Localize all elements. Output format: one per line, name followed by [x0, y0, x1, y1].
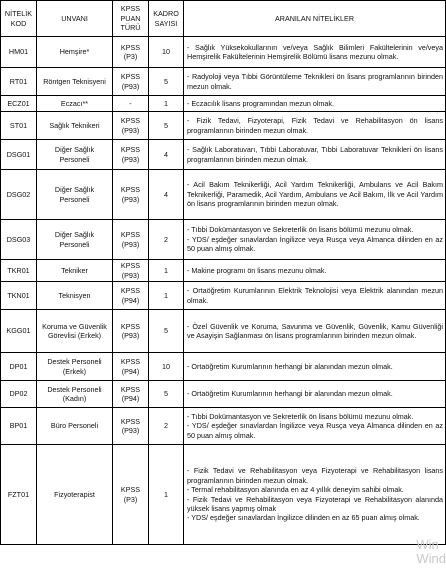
requirement-line: - Sağlık Yüksekokullarının ve/veya Sağlık Bilimleri Fakültelerinin ve/veya Hemşirelik Fakültelerinin Hemşirelik Bölümü lisans mezunu olmak.: [187, 42, 443, 61]
kpss-puan-turu: KPSS (P93): [113, 260, 149, 282]
kpss-puan-turu: KPSS (P93): [113, 112, 149, 140]
nitelik-kod: DSG02: [1, 170, 37, 220]
unvan: Fizyoterapist: [37, 445, 113, 545]
aranilan-nitelikler: [184, 96, 446, 112]
aranilan-nitelikler: [184, 220, 446, 260]
aranilan-nitelikler: [184, 445, 446, 545]
kadro-sayisi: 5: [149, 112, 184, 140]
nitelik-kod: DP02: [1, 381, 37, 408]
nitelik-kod: BP01: [1, 408, 37, 445]
windows-activation-watermark: Win Wind: [416, 537, 446, 566]
table-row: [1, 96, 446, 112]
kadro-sayisi: 4: [149, 170, 184, 220]
table-row: [1, 220, 446, 260]
table-row: [1, 282, 446, 310]
requirement-line: - Fizik Tedavi ve Rehabilitasyon veya Fizyoterapi ve Rehabilitasyon lisans programlarının birinden mezun olmak.: [187, 466, 443, 485]
aranilan-nitelikler: [184, 282, 446, 310]
table-row: [1, 381, 446, 408]
requirement-line: - Fizik Tedavi, Fizyoterapi, Fizik Tedavi ve Rehabilitasyon ön lisans programlarının birinden mezun olmak.: [187, 116, 443, 135]
aranilan-nitelikler: [184, 140, 446, 170]
unvan: Eczacı**: [37, 96, 113, 112]
aranilan-nitelikler: [184, 37, 446, 68]
aranilan-nitelikler: [184, 68, 446, 96]
header-unvan: UNVANI: [37, 1, 113, 37]
kadro-sayisi: 2: [149, 220, 184, 260]
aranilan-nitelikler: [184, 353, 446, 381]
kadro-sayisi: 10: [149, 37, 184, 68]
table-row: [1, 37, 446, 68]
requirement-line: - YDS/ eşdeğer sınavlardan İngilizce dilinden en az 65 puan almış olmak.: [187, 513, 420, 523]
kpss-puan-turu: KPSS (P93): [113, 68, 149, 96]
requirement-line: - Fizik Tedavi ve Rehabilitasyon veya Fizyoterapi ve Rehabilitasyon alanında yüksek lisans yapmış olmak: [187, 494, 443, 513]
requirement-line: - Termal rehabilitasyon alanında en az 4 yıllık deneyim sahibi olmak.: [187, 485, 404, 495]
unvan: Sağlık Teknikeri: [37, 112, 113, 140]
nitelik-kod: TKN01: [1, 282, 37, 310]
aranilan-nitelikler: [184, 381, 446, 408]
kpss-puan-turu: KPSS (P93): [113, 220, 149, 260]
nitelik-kod: ST01: [1, 112, 37, 140]
kpss-puan-turu: KPSS (P94): [113, 282, 149, 310]
unvan: Röntgen Teknisyeni: [37, 68, 113, 96]
table-row: [1, 310, 446, 353]
table-row: [1, 445, 446, 545]
nitelik-kod: ECZ01: [1, 96, 37, 112]
aranilan-nitelikler: [184, 260, 446, 282]
unvan: Büro Personeli: [37, 408, 113, 445]
requirement-line: - Ortaöğretim Kurumlarının Elektrik Teknolojisi veya Elektrik alanından mezun olmak.: [187, 286, 443, 305]
header-kod: NİTELİK KOD: [1, 1, 37, 37]
kadro-sayisi: 5: [149, 310, 184, 353]
table-row: [1, 408, 446, 445]
aranilan-nitelikler: [184, 408, 446, 445]
unvan: Diğer Sağlık Personeli: [37, 170, 113, 220]
unvan: Hemşire*: [37, 37, 113, 68]
nitelik-kod: HM01: [1, 37, 37, 68]
kadro-sayisi: 5: [149, 68, 184, 96]
kpss-puan-turu: KPSS (P3): [113, 445, 149, 545]
requirement-line: - Acil Bakım Teknikerliği, Acil Yardım Teknikerliği, Ambulans ve Acil Bakım Teknikerliği, Paramedik, Acil Yardım, Ambulans ve Acil Bakım, İlk ve Acil Yardım ön lisans programlarının birinden mezun olmak.: [187, 180, 443, 209]
requirement-line: - Eczacılık lisans programından mezun olmak.: [187, 98, 335, 108]
requirement-line: - Tıbbi Dokümantasyon ve Sekreterlik ön lisans bölümü mezunu olmak.: [187, 411, 414, 421]
aranilan-nitelikler: [184, 310, 446, 353]
kpss-puan-turu: KPSS (P3): [113, 37, 149, 68]
requirement-line: - Radyoloji veya Tıbbi Görüntüleme Teknikleri ön lisans programlarının birinden mezun olmak.: [187, 72, 443, 91]
requirement-line: - Tıbbi Dokümantasyon ve Sekreterlik ön lisans bölümü mezunu olmak.: [187, 225, 414, 235]
nitelik-kod: RT01: [1, 68, 37, 96]
nitelik-kod: DSG01: [1, 140, 37, 170]
header-kadro: KADRO SAYISI: [149, 1, 184, 37]
kpss-puan-turu: KPSS (P94): [113, 381, 149, 408]
nitelik-kod: FZT01: [1, 445, 37, 545]
requirement-line: - Ortaöğretim Kurumlarının herhangi bir alanından mezun olmak.: [187, 361, 393, 371]
unvan: Diğer Sağlık Personeli: [37, 220, 113, 260]
aranilan-nitelikler: [184, 170, 446, 220]
nitelik-kod: DSG03: [1, 220, 37, 260]
kpss-puan-turu: KPSS (P93): [113, 170, 149, 220]
requirement-line: - Sağlık Laboratuvarı, Tıbbi Laboratuvar, Tıbbi Laboratuvar Teknikleri ön lisans programlarının birinden mezun olmak.: [187, 145, 443, 164]
table-header-row: [1, 1, 446, 37]
table-row: [1, 140, 446, 170]
header-kpss: KPSS PUAN TÜRÜ: [113, 1, 149, 37]
requirement-line: - Özel Güvenlik ve Koruma, Savunma ve Güvenlik, Güvenlik, Kamu Güvenliği ve Asayişin Sağlanması ön lisans programlarının birinden mezun olmak.: [187, 321, 443, 340]
nitelik-kod: DP01: [1, 353, 37, 381]
kadro-sayisi: 1: [149, 445, 184, 545]
kadro-sayisi: 1: [149, 260, 184, 282]
table-row: [1, 260, 446, 282]
requirement-line: - Ortaöğretim Kurumlarının herhangi bir alanından mezun olmak.: [187, 389, 393, 399]
table-row: [1, 170, 446, 220]
kpss-puan-turu: KPSS (P93): [113, 310, 149, 353]
kpss-puan-turu: KPSS (P93): [113, 140, 149, 170]
nitelik-kod: KGG01: [1, 310, 37, 353]
aranilan-nitelikler: [184, 112, 446, 140]
unvan: Destek Personeli (Erkek): [37, 353, 113, 381]
kadro-sayisi: 2: [149, 408, 184, 445]
nitelik-kod: TKR01: [1, 260, 37, 282]
kadro-sayisi: 5: [149, 381, 184, 408]
table-row: [1, 112, 446, 140]
header-nitelikler: ARANILAN NİTELİKLER: [184, 1, 446, 37]
kadro-sayisi: 1: [149, 282, 184, 310]
requirement-line: - YDS/ eşdeğer sınavlardan İngilizce veya Rusça veya Almanca dilinden en az 50 puan almış olmak.: [187, 421, 443, 440]
kpss-puan-turu: KPSS (P94): [113, 353, 149, 381]
kadro-sayisi: 10: [149, 353, 184, 381]
unvan: Tekniker: [37, 260, 113, 282]
requirement-line: - Makine programı ön lisans mezunu olmak.: [187, 265, 327, 275]
kpss-puan-turu: -: [113, 96, 149, 112]
requirement-line: - YDS/ eşdeğer sınavlardan İngilizce veya Rusça veya Almanca dilinden en az 50 puan almış olmak.: [187, 234, 443, 254]
unvan: Diğer Sağlık Personeli: [37, 140, 113, 170]
kadro-sayisi: 1: [149, 96, 184, 112]
kadro-sayisi: 4: [149, 140, 184, 170]
kpss-puan-turu: KPSS (P93): [113, 408, 149, 445]
unvan: Teknisyen: [37, 282, 113, 310]
table-row: [1, 353, 446, 381]
unvan: Koruma ve Güvenlik Görevlisi (Erkek): [37, 310, 113, 353]
unvan: Destek Personeli (Kadın): [37, 381, 113, 408]
table-row: [1, 68, 446, 96]
